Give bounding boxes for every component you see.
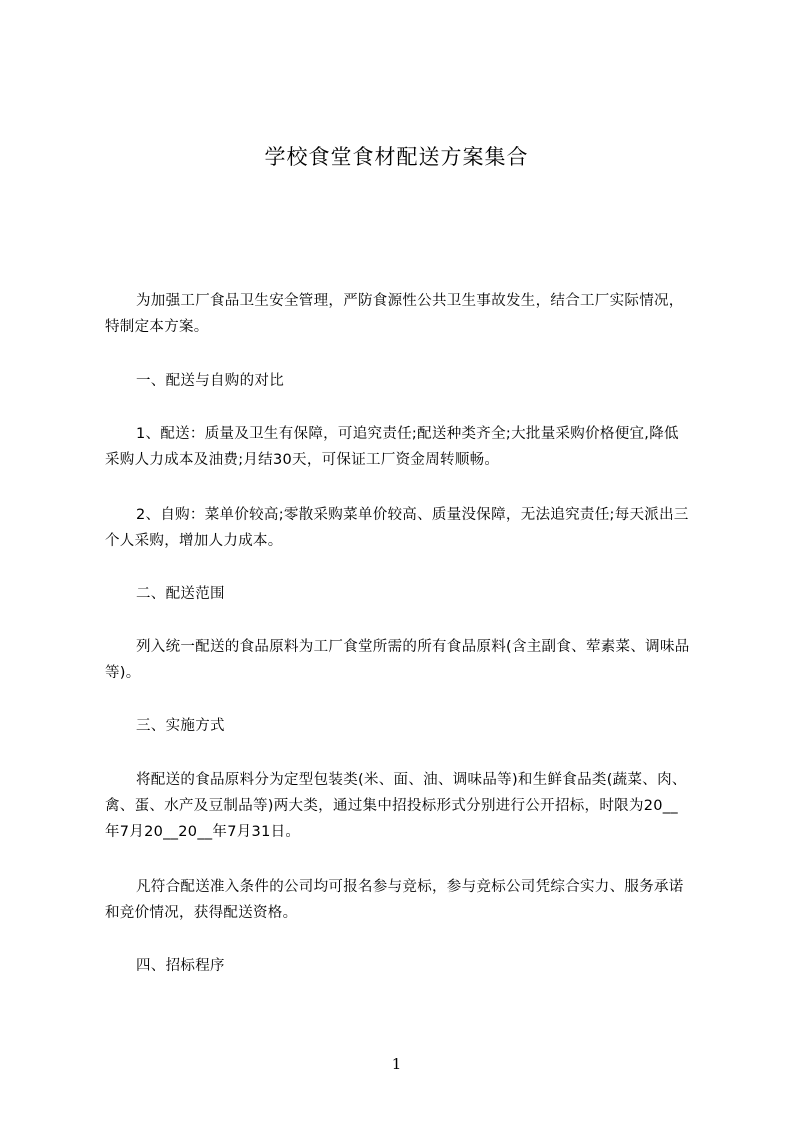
comparison-item-self-purchase: 2、自购：菜单价较高;零散采购菜单价较高、质量没保障，无法追究责任;每天派出三个人采购，增加人力成本。	[105, 507, 689, 549]
section-heading-bidding: 四、招标程序	[136, 958, 225, 974]
implementation-paragraph: 将配送的食品原料分为定型包装类(米、面、油、调味品等)和生鲜食品类(蔬菜、肉、禽、蛋、水产及豆制品等)两大类，通过集中招投标形式分别进行公开招标，时限为20__年7月20__20__年7月31日。	[105, 772, 687, 840]
eligibility-paragraph: 凡符合配送准入条件的公司均可报名参与竞标，参与竞标公司凭综合实力、服务承诺和竞价情况，获得配送资格。	[105, 879, 684, 921]
comparison-item-delivery: 1、配送：质量及卫生有保障，可追究责任;配送种类齐全;大批量采购价格便宜,降低采购人力成本及油费;月结30天，可保证工厂资金周转顺畅。	[105, 426, 679, 468]
document-title: 学校食堂食材配送方案集合	[264, 145, 529, 169]
section-heading-scope: 二、配送范围	[136, 586, 225, 602]
intro-paragraph: 为加强工厂食品卫生安全管理，严防食源性公共卫生事故发生，结合工厂实际情况，特制定本方案。	[105, 293, 684, 335]
scope-paragraph: 列入统一配送的食品原料为工厂食堂所需的所有食品原料(含主副食、荤素菜、调味品等)。	[105, 639, 690, 681]
section-heading-implementation: 三、实施方式	[136, 718, 225, 734]
section-heading-comparison: 一、配送与自购的对比	[136, 373, 284, 389]
page-number: 1	[391, 1055, 402, 1073]
